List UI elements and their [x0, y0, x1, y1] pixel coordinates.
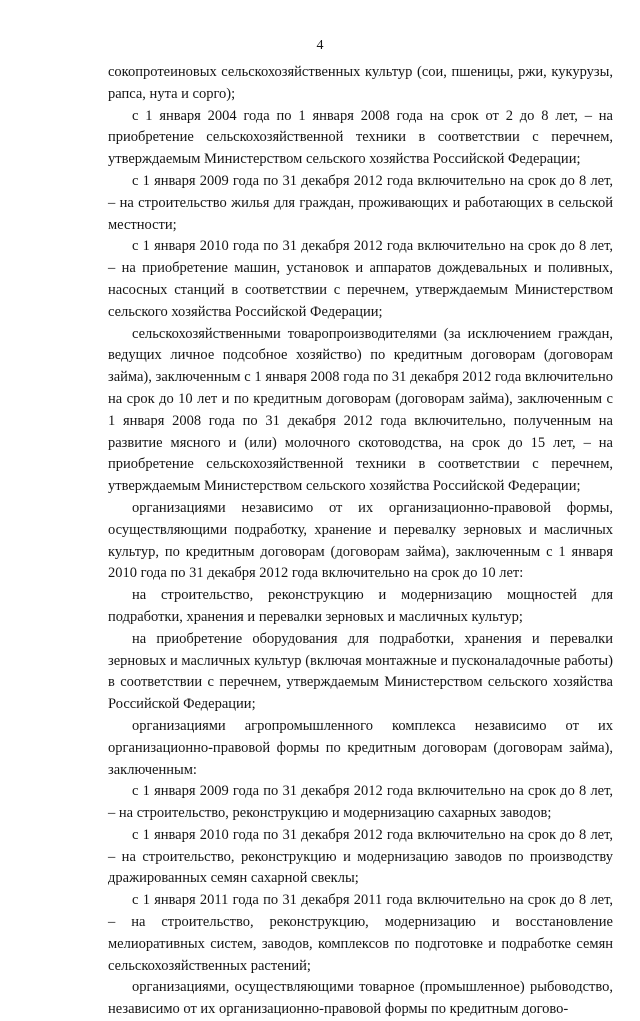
- paragraph: сельскохозяйственными товаропроизводителями (за исключением граждан, ведущих личное подсобное хозяйство) по кредитным договорам (договорам займа), заключенным с 1 января 2008 года по 31 декабря 2012 года включительно на срок до 10 лет и по кредитным договорам (договорам займа), заключенным с 1 января 2008 года по 31 декабря 2012 года включительно, полученным на развитие мясного и (или) молочного скотоводства, на срок до 15 лет, – на приобретение сельскохозяйственной техники в соответствии с перечнем, утверждаемым Министерством сельского хозяйства Российской Федерации;: [108, 325, 613, 495]
- paragraph: организациями агропромышленного комплекса независимо от их организационно-правовой формы по кредитным договорам (договорам займа), заключенным:: [108, 717, 613, 778]
- page-number: 4: [316, 38, 324, 53]
- paragraph: на строительство, реконструкцию и модернизацию мощностей для подработки, хранения и перевалки зерновых и масличных культур;: [108, 587, 613, 625]
- paragraph: на приобретение оборудования для подработки, хранения и перевалки зерновых и масличных культур (включая монтажные и пусконаладочные работы) в соответствии с перечнем, утверждаемым Министерством сельского хозяйства Российской Федерации;: [108, 630, 613, 713]
- paragraph: с 1 января 2010 года по 31 декабря 2012 года включительно на срок до 8 лет, – на приобретение машин, установок и аппаратов дождевальных и поливных, насосных станций в соответствии с перечнем, утверждаемым Министерством сельского хозяйства Российской Федерации;: [108, 238, 613, 320]
- paragraph: с 1 января 2010 года по 31 декабря 2012 года включительно на срок до 8 лет, – на строительство, реконструкцию и модернизацию заводов по производству дражированных семян сахарной свеклы;: [108, 826, 613, 887]
- paragraph: с 1 января 2009 года по 31 декабря 2012 года включительно на срок до 8 лет, – на строительство жилья для граждан, проживающих и работающих в сельской местности;: [108, 172, 613, 233]
- document-body: [108, 62, 613, 1021]
- paragraph: сокопротеиновых сельскохозяйственных культур (сои, пшеницы, ржи, кукурузы, рапса, нута и сорго);: [108, 64, 613, 102]
- paragraph: с 1 января 2004 года по 1 января 2008 года на срок от 2 до 8 лет, – на приобретение сельскохозяйственной техники в соответствии с перечнем, утверждаемым Министерством сельского хозяйства Российской Федерации;: [108, 107, 613, 168]
- paragraph: с 1 января 2009 года по 31 декабря 2012 года включительно на срок до 8 лет, – на строительство, реконструкцию и модернизацию сахарных заводов;: [108, 783, 613, 822]
- paragraph: организациями, осуществляющими товарное (промышленное) рыбоводство, независимо от их организационно-правовой формы по кредитным догово-: [108, 979, 613, 1018]
- paragraph: организациями независимо от их организационно-правовой формы, осуществляющими подработку, хранение и перевалку зерновых и масличных культур, по кредитным договорам (договорам займа), заключенным с 1 января 2010 года по 31 декабря 2012 года включительно на срок до 10 лет:: [108, 499, 613, 582]
- paragraph: с 1 января 2011 года по 31 декабря 2011 года включительно на срок до 8 лет, – на строительство, реконструкцию, модернизацию и восстановление мелиоративных систем, заводов, комплексов по подготовке и подработке семян сельскохозяйственных растений;: [108, 892, 613, 974]
